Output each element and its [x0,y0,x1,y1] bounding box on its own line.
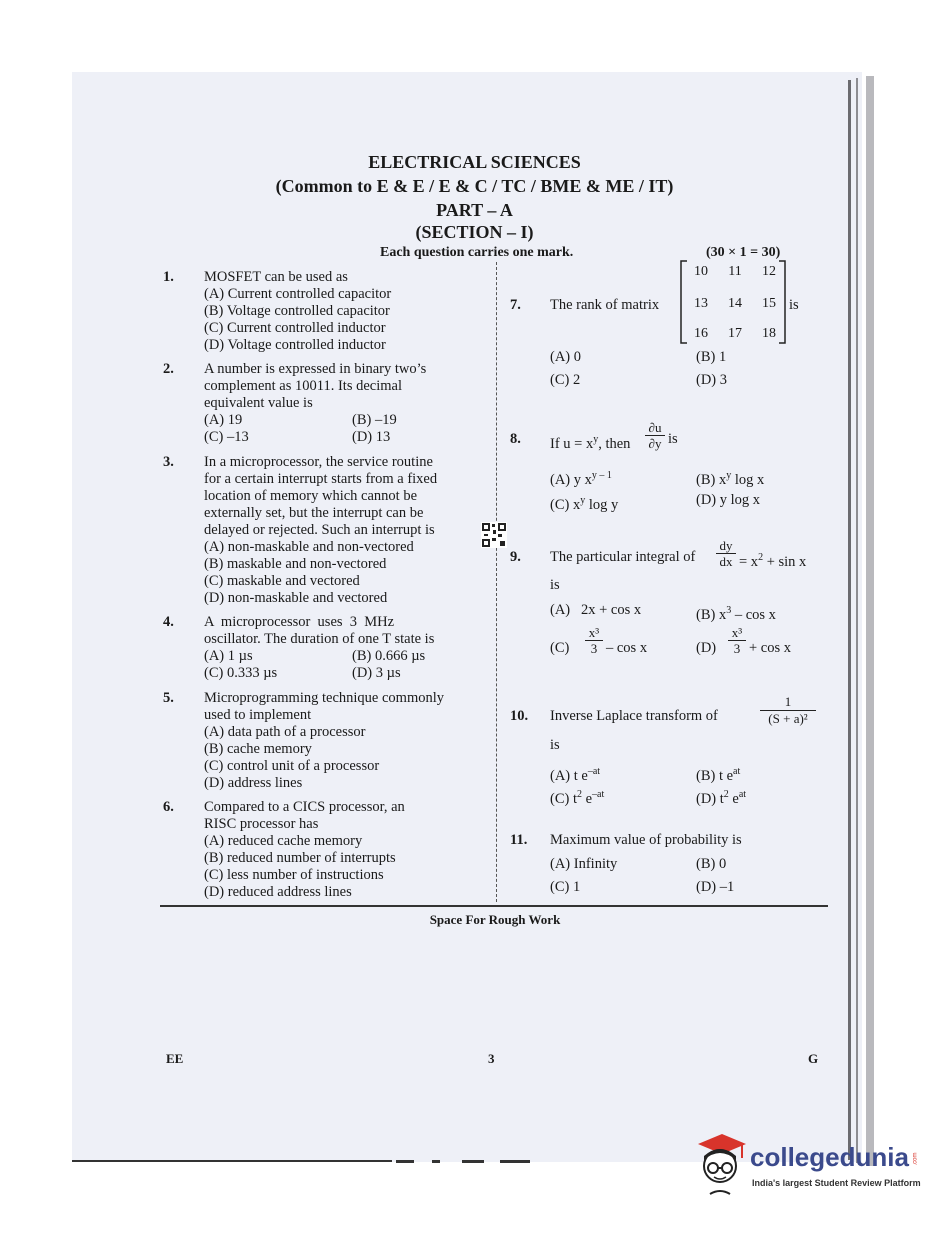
superscript: –at [592,789,605,800]
text: (B) x [696,471,727,488]
version-code: G [808,1051,819,1066]
scan-edge-dash [432,1160,440,1163]
brand-name: collegedunia [750,1142,909,1172]
question-text [550,431,630,453]
question-number: 10. [510,708,529,724]
matrix-cell: 17 [728,326,742,341]
question-number: 2. [163,361,174,377]
option-c: (C) 2 [550,372,581,388]
option-c: (C) 1 [550,879,581,895]
superscript: 2 [758,552,764,563]
option-c: (C) 0.333 µs [204,665,278,681]
option-b: (B) reduced number of interrupts [204,850,396,866]
mascot-icon [692,1132,748,1200]
text: log y [585,496,619,513]
matrix-cell: 18 [762,326,776,341]
fraction [585,625,603,656]
question-number: 1. [163,269,174,285]
option-d: (D) y log x [696,492,761,508]
question-text: In a microprocessor, the service routine [204,454,433,470]
matrix-cell: 10 [694,264,708,279]
scan-edge-line [72,1160,392,1162]
question-text: complement as 10011. Its decimal [204,378,402,394]
question-text: A microprocessor uses 3 MHz [204,614,395,630]
option-d: (D) –1 [696,879,735,895]
question-text: RISC processor has [204,816,319,832]
text: + sin x [763,553,807,570]
question-text: A number is expressed in binary two’s [204,361,427,377]
text: (D) t [696,790,724,807]
superscript: 2 [723,789,729,800]
question-text: Compared to a CICS processor, an [204,799,405,815]
question-number: 5. [163,690,174,706]
option-a: (A) data path of a processor [204,724,366,740]
denominator: ∂y [648,436,662,451]
question-text: for a certain interrupt starts from a fixed [204,471,438,487]
option-c: (C) maskable and vectored [204,573,360,589]
option-d: (D) non-maskable and vectored [204,590,388,606]
option-d [696,786,746,808]
superscript: 3 [726,605,732,616]
option-b: (B) 0 [696,856,727,872]
option-b: (B) 0.666 µs [352,648,426,664]
text: = x [739,553,759,570]
question-text: used to implement [204,707,312,723]
matrix-cell: 12 [761,264,776,279]
option-a: (A) 2x + cos x [550,602,642,618]
scan-edge-dash [462,1160,484,1163]
option-a [550,467,612,489]
fraction [716,538,736,569]
text: e [581,790,593,807]
question-text: location of memory which cannot be [204,488,418,504]
fraction [645,420,665,451]
question-text: is [789,297,799,313]
option-d: (D) Voltage controlled inductor [204,337,386,353]
superscript: y [726,470,732,481]
section-heading: (SECTION – I) [415,222,534,242]
option-a: (A) non-maskable and non-vectored [204,539,414,555]
question-number: 9. [510,549,521,565]
option-a: (A) Infinity [550,856,618,872]
question-number: 8. [510,431,521,447]
text: , then [598,435,631,452]
question-text: equivalent value is [204,395,313,411]
question-number: 11. [510,832,528,848]
option-d: + cos x [749,640,792,656]
question-text: is [550,577,560,593]
matrix-cell: 13 [694,296,708,311]
question-text: MOSFET can be used as [204,269,348,285]
denominator: 3 [733,641,741,656]
option-d: (D) reduced address lines [204,884,352,900]
text: (C) t [550,790,577,807]
denominator: 3 [590,641,598,656]
total-marks: (30 × 1 = 30) [706,245,781,260]
part-heading: PART – A [436,200,513,220]
option-d: (D) 13 [352,429,391,445]
numerator: dy [716,538,736,554]
brand-dot-com: .com [912,1152,919,1166]
question-text: The particular integral of [550,549,696,565]
superscript: y – 1 [591,470,612,481]
superscript: y [580,495,586,506]
question-number: 4. [163,614,174,630]
text: (B) t e [696,767,734,784]
matrix-row [694,264,776,280]
matrix-cell: 14 [728,296,742,311]
page-subtitle: (Common to E & E / E & C / TC / BME & ME / IT) [275,176,674,196]
fraction [728,625,746,656]
option-b: (B) 1 [696,349,727,365]
option-c: – cos x [606,640,648,656]
scan-edge-dash [500,1160,530,1163]
option-c: (C) less number of instructions [204,867,384,883]
option-a: (A) reduced cache memory [204,833,363,849]
option-a: (A) 19 [204,412,243,428]
matrix-cell: 15 [762,296,776,311]
question-text: externally set, but the interrupt can be [204,505,424,521]
option-b: (B) Voltage controlled capacitor [204,303,390,319]
question-text: The rank of matrix [550,297,660,313]
option-b [696,763,740,785]
scan-edge-dash [396,1160,414,1163]
question-text: is [550,737,560,753]
fraction [760,694,816,727]
text: – cos x [731,606,776,623]
superscript: y [593,434,599,445]
question-text: Maximum value of probability is [550,832,742,848]
question-number: 3. [163,454,174,470]
matrix-cell: 16 [694,326,708,341]
denominator: (S + a)² [768,711,808,726]
text: If u = x [550,435,594,452]
text: (B) x [696,606,727,623]
numerator: x³ [585,625,603,641]
text: (A) y x [550,471,592,488]
numerator: x³ [728,625,746,641]
qr-code-icon [481,522,507,548]
column-divider [496,262,497,902]
marks-note: Each question carries one mark. [380,245,574,260]
superscript: 2 [576,789,582,800]
option-d: (D) 3 [696,372,728,388]
option-a [550,763,600,785]
question-text: Inverse Laplace transform of [550,708,718,724]
question-number: 7. [510,297,521,313]
option-b [696,467,764,489]
option-d: (D) address lines [204,775,303,791]
text: log x [731,471,765,488]
matrix-cell: 11 [728,264,742,279]
numerator: 1 [760,694,816,711]
question-text: Microprogramming technique commonly [204,690,445,706]
text: e [728,790,739,807]
matrix-row [694,326,776,342]
question-text: delayed or rejected. Such an interrupt is [204,522,435,538]
text: (A) t e [550,767,588,784]
page-number: 3 [488,1051,495,1066]
question-text: oscillator. The duration of one T state is [204,631,435,647]
page-title: ELECTRICAL SCIENCES [368,152,581,172]
question-text: is [668,431,678,447]
option-a: (A) 0 [550,349,582,365]
denominator: dx [719,554,733,569]
text: (C) x [550,496,581,513]
option-d-label: (D) [696,640,717,656]
option-c: (C) –13 [204,429,249,445]
superscript: at [733,766,741,777]
question-text [739,549,806,571]
superscript: at [738,789,747,800]
matrix-row [694,296,776,312]
brand-tagline: India's largest Student Review Platform [752,1178,921,1188]
rough-work-divider [160,905,828,907]
option-c [550,786,604,808]
option-b: (B) –19 [352,412,397,428]
option-b: (B) maskable and non-vectored [204,556,387,572]
collegedunia-logo [692,1132,922,1202]
option-c: (C) control unit of a processor [204,758,380,774]
option-a: (A) 1 µs [204,648,253,664]
rough-work-label: Space For Rough Work [429,912,561,927]
option-b: (B) cache memory [204,741,312,757]
option-a: (A) Current controlled capacitor [204,286,392,302]
option-c [550,492,618,514]
numerator: ∂u [645,420,665,436]
superscript: –at [587,766,601,777]
option-b [696,602,776,624]
option-d: (D) 3 µs [352,665,401,681]
option-c: (C) Current controlled inductor [204,320,386,336]
option-c-label: (C) [550,640,570,656]
footer-code: EE [166,1051,184,1066]
question-number: 6. [163,799,174,815]
